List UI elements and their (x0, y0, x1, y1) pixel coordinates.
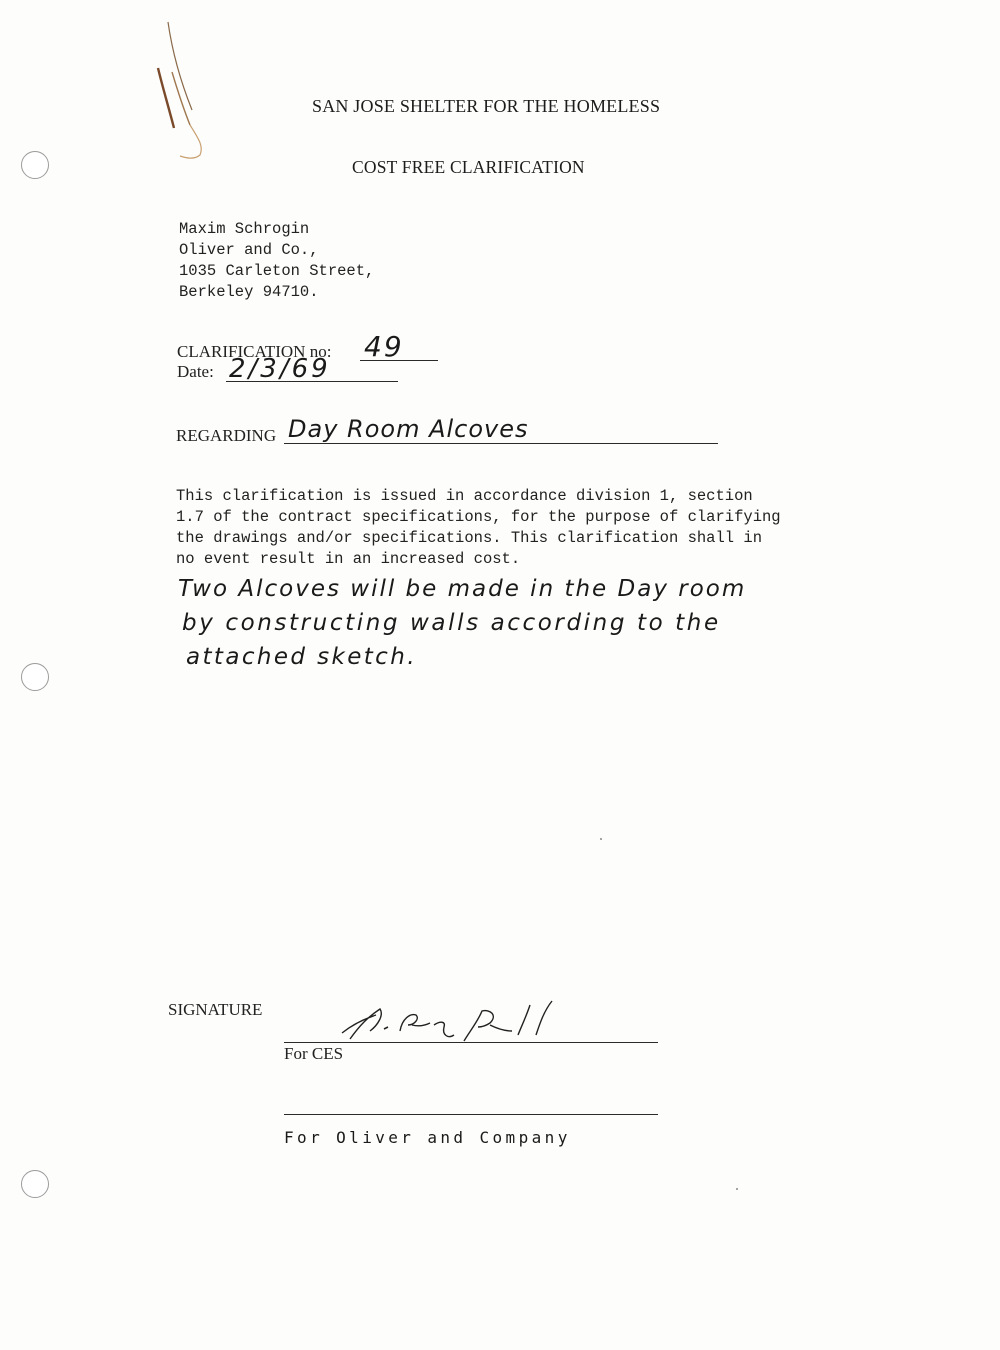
organization-title: SAN JOSE SHELTER FOR THE HOMELESS (312, 96, 661, 116)
handwritten-note-line-3: attached sketch. (186, 644, 417, 670)
handwritten-note-line-1: Two Alcoves will be made in the Day room (178, 576, 747, 602)
paper-speck (600, 838, 602, 840)
regarding-label: REGARDING (176, 426, 277, 445)
document-title: COST FREE CLARIFICATION (352, 157, 585, 177)
date-value: 2/3/69 (229, 354, 331, 384)
regarding-underline (284, 443, 718, 444)
clarification-number-value: 49 (364, 330, 404, 363)
address-line-city: Berkeley 94710. (179, 283, 319, 301)
body-text-line-1: This clarification is issued in accordance division 1, section (176, 487, 753, 505)
address-line-street: 1035 Carleton Street, (179, 262, 375, 280)
signature-label: SIGNATURE (168, 1000, 263, 1019)
clarification-number-label: CLARIFICATION no: (177, 342, 332, 361)
ces-signature-line (284, 1042, 658, 1043)
regarding-value: Day Room Alcoves (288, 415, 529, 443)
binder-hole-top (21, 151, 49, 179)
oliver-signature-line (284, 1114, 658, 1115)
address-line-name: Maxim Schrogin (179, 220, 310, 238)
staple-stain-mark (150, 10, 230, 170)
address-line-company: Oliver and Co., (179, 241, 319, 259)
binder-hole-bottom (21, 1170, 49, 1198)
binder-hole-middle (21, 663, 49, 691)
paper-speck (736, 1188, 738, 1190)
body-text-line-2: 1.7 of the contract specifications, for the purpose of clarifying (176, 508, 781, 526)
body-text-line-3: the drawings and/or specifications. This clarification shall in (176, 529, 762, 547)
body-text-line-4: no event result in an increased cost. (176, 550, 521, 568)
for-oliver-label: For Oliver and Company (284, 1128, 571, 1147)
date-label: Date: (177, 362, 214, 381)
handwritten-note-line-2: by constructing walls according to the (182, 610, 721, 636)
handwritten-signature (330, 995, 570, 1055)
for-ces-label: For CES (284, 1044, 344, 1063)
